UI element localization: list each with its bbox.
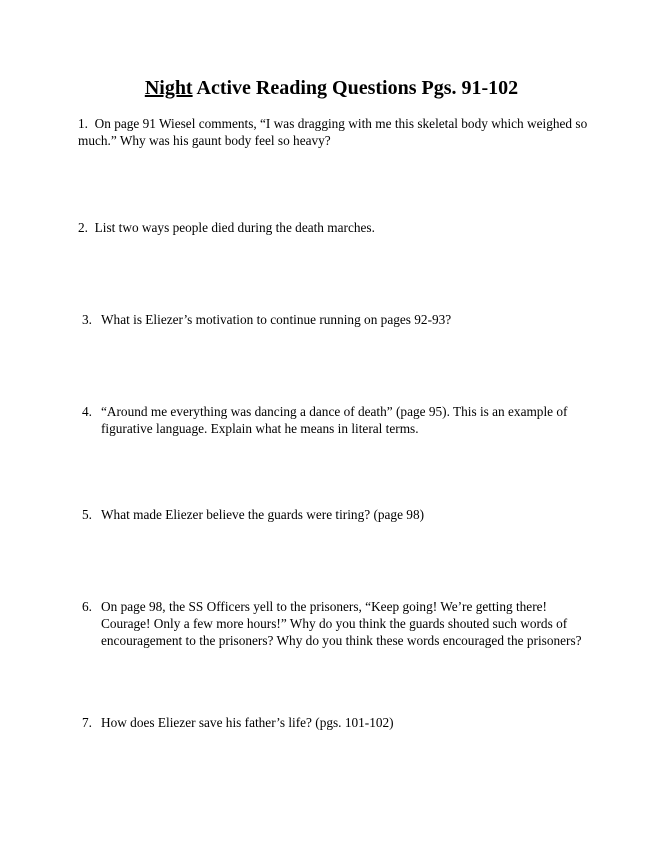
question-1: [78, 115, 598, 149]
question-2: [78, 219, 598, 236]
question-1-text: On page 91 Wiesel comments, “I was dragging with me this skeletal body which weighed so much.” Why was his gaunt body feel so heavy?: [78, 116, 588, 148]
question-2-text: List two ways people died during the death marches.: [94, 220, 375, 235]
question-6-text: On page 98, the SS Officers yell to the prisoners, “Keep going! We’re getting there! Courage! Only a few more hours!” Why do you think the guards shouted such words of encouragement to the prisoners? Why do you think these words encouraged the prisoners?: [101, 599, 582, 648]
question-3-number: 3.: [82, 312, 92, 327]
question-2-number: 2.: [78, 220, 88, 235]
question-4-number: 4.: [82, 404, 92, 419]
question-6-number: 6.: [82, 599, 92, 614]
question-3-text: What is Eliezer’s motivation to continue running on pages 92-93?: [101, 312, 452, 327]
title-rest: Active Reading Questions Pgs. 91-102: [192, 77, 519, 99]
question-7-text: How does Eliezer save his father’s life? (pgs. 101-102): [101, 715, 394, 730]
question-5-number: 5.: [82, 507, 92, 522]
question-7-number: 7.: [82, 715, 92, 730]
page-title: [0, 76, 663, 100]
question-5-text: What made Eliezer believe the guards were tiring? (page 98): [101, 507, 425, 522]
question-1-number: 1.: [78, 116, 88, 131]
question-4-text: “Around me everything was dancing a dance of death” (page 95). This is an example of figurative language. Explain what he means in literal terms.: [101, 404, 568, 436]
title-book-name: Night: [144, 77, 193, 99]
